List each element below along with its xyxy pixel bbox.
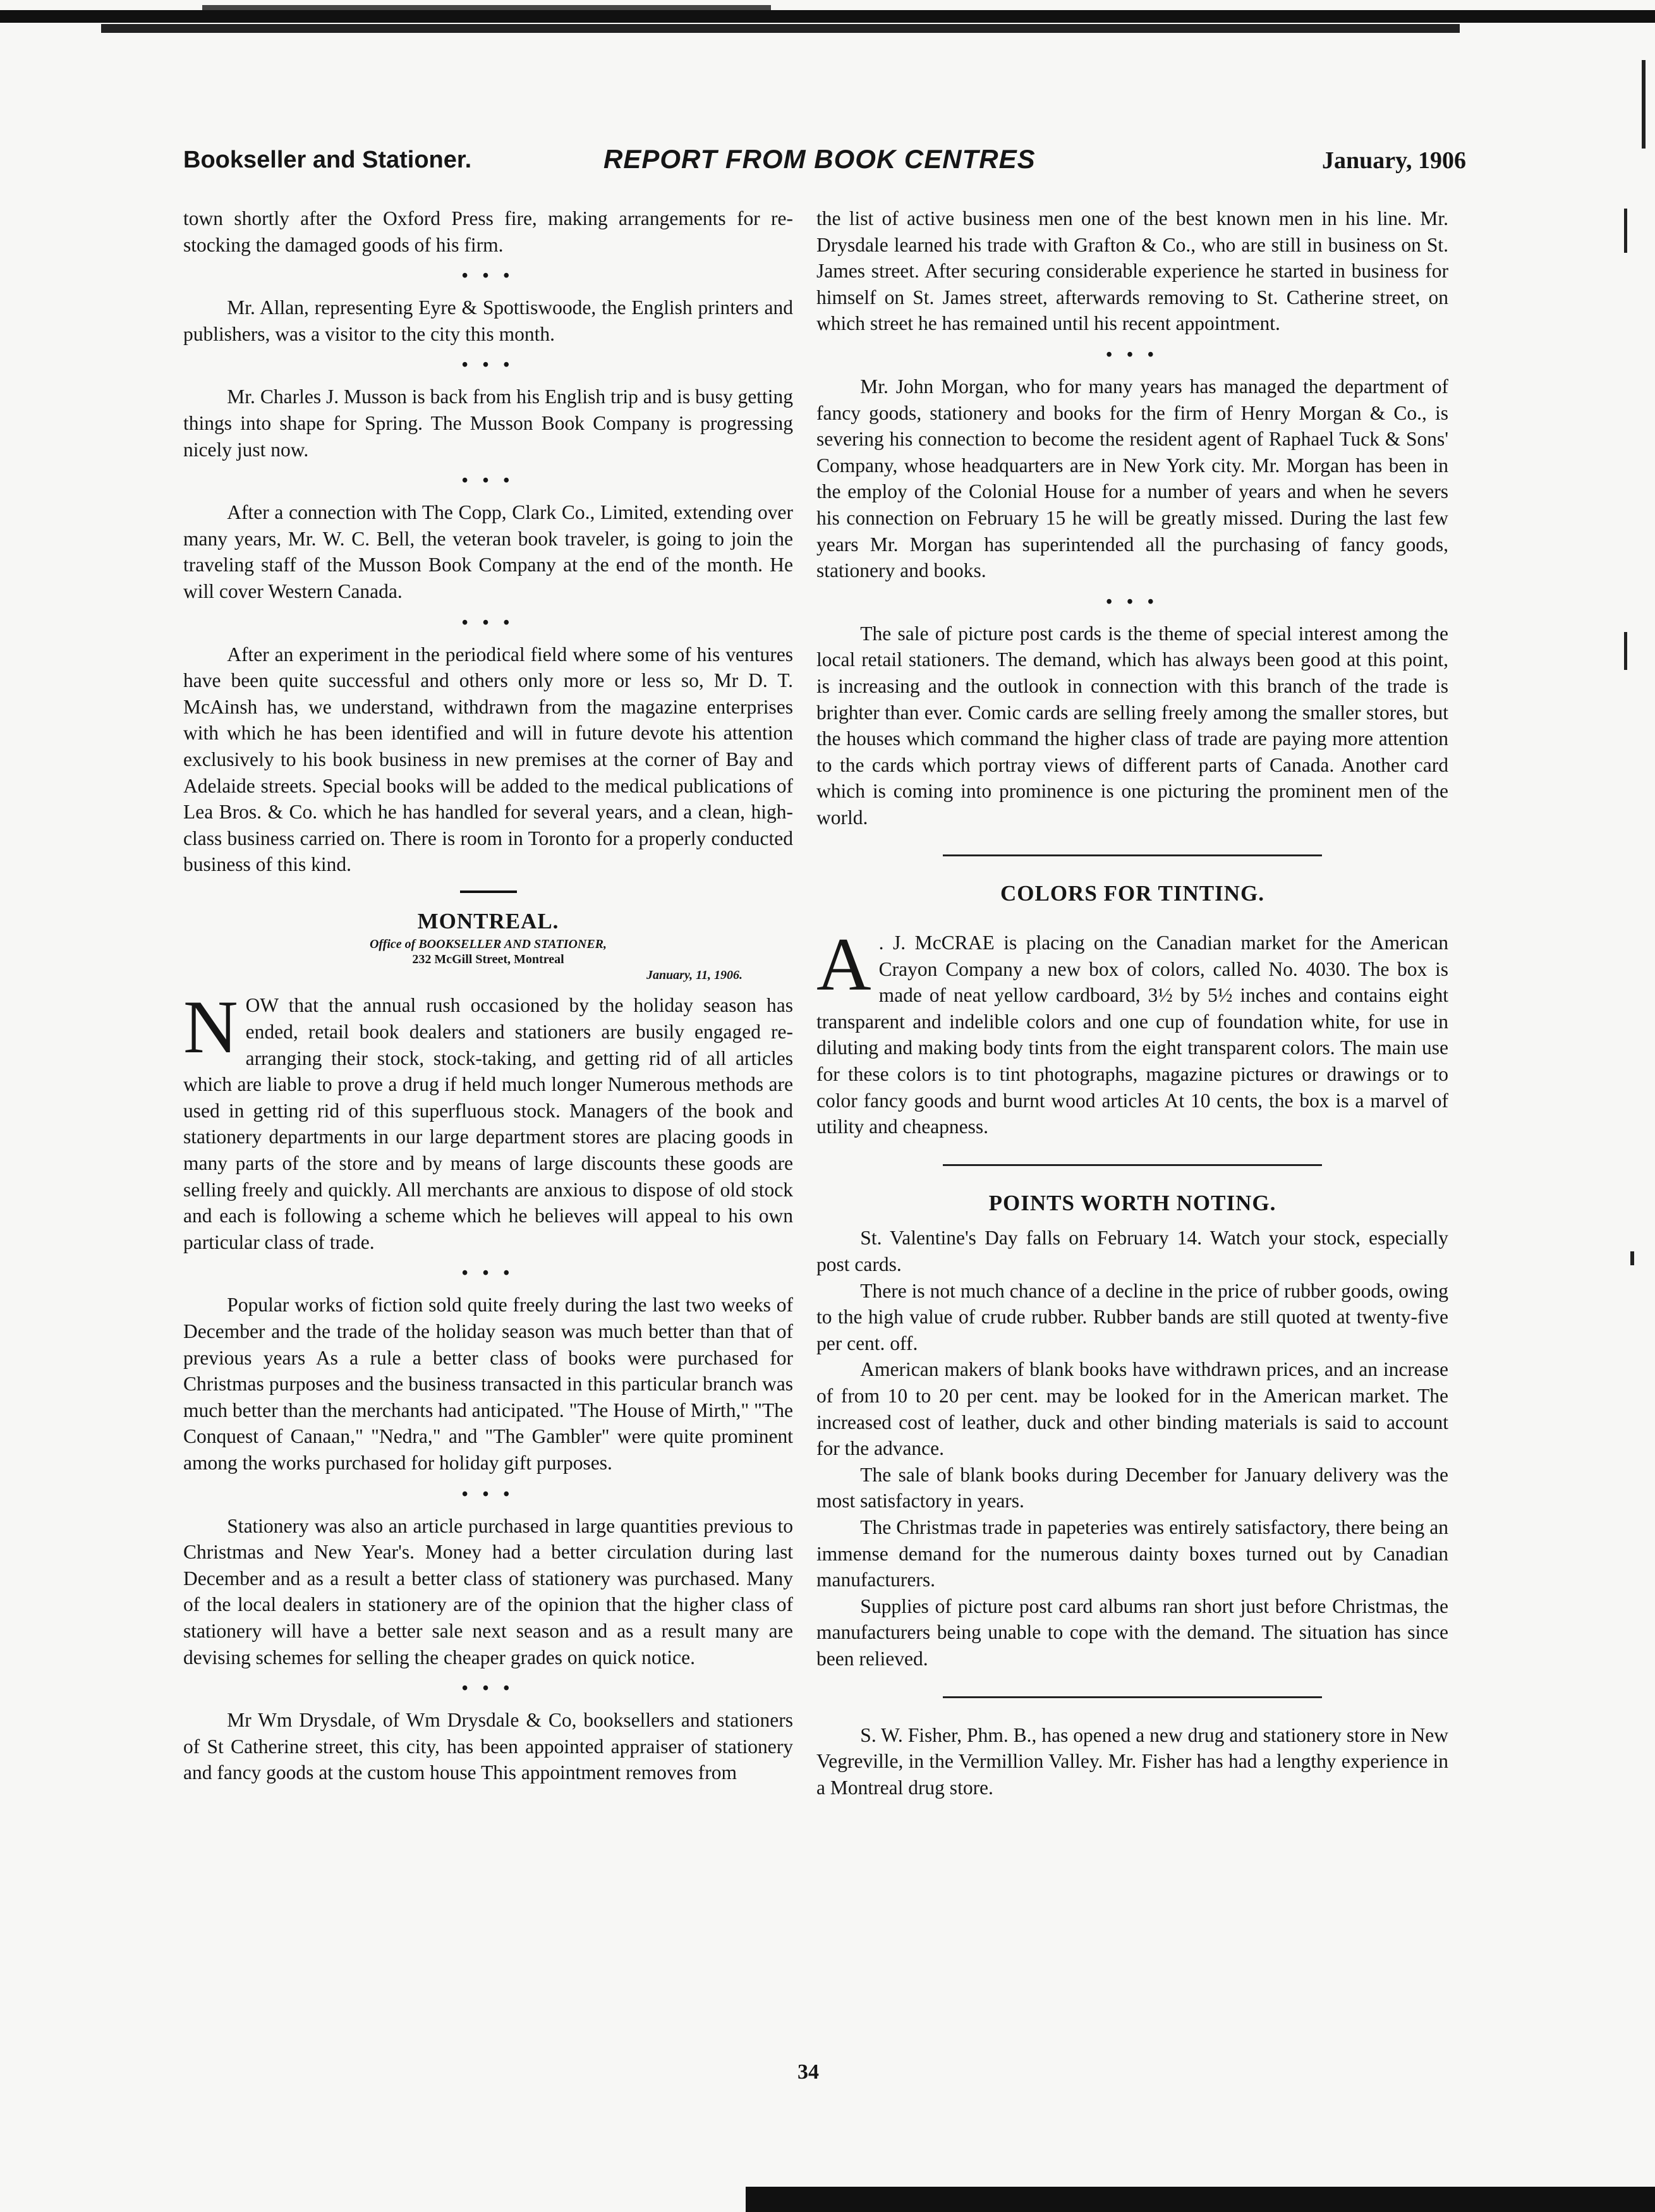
scan-edge-mark bbox=[1642, 60, 1646, 149]
separator-dots: • • • bbox=[461, 612, 515, 633]
article-paragraph: Stationery was also an article purchased in large quantities previous to Christmas and New Year's. Money had a better circulation during last December and as a result a better class of stationery was purchased. Many of the local dealers in stationery are of the opinion that the higher class of stationery will have a better sale next season and as a result many are devising schemes for selling the cheaper grades on quick notice. bbox=[183, 1514, 793, 1668]
left-column bbox=[183, 205, 793, 1786]
points-heading: POINTS WORTH NOTING. bbox=[988, 1190, 1276, 1215]
article-text: OW that the annual rush occasioned by the holiday season has ended, retail book dealers and stationers are busily engaged re-arranging their stock, stock-taking, and getting rid of all articles which are liable to prove a drug if held much longer Numerous methods are used in getting rid of this superfluous stock. Managers of the book and stationery departments in our large department stores are placing goods in many parts of the store and by means of large discounts these goods are selling freely and quickly. All merchants are anxious to dispose of old stock and each is following a scheme which he believes will appeal to his own particular class of trade. bbox=[183, 994, 793, 1253]
page-number: 34 bbox=[797, 2060, 819, 2084]
office-line: Office of BOOKSELLER AND STATIONER, bbox=[369, 937, 607, 952]
article-paragraph: After an experiment in the periodical field where some of his ventures have been quite successful and others only more or less so, Mr D. T. McAinsh has, we understand, withdrawn from the magazine enterprises with which he has been identified and will in future devote his attention exclusively to his book business in new premises at the corner of Bay and Adelaide streets. Special books will be added to the medical publications of Lea Bros. & Co. which he has handled for several years, and a clean, high-class business carried on. There is room in Toronto for a properly conducted business of this kind. bbox=[183, 643, 793, 876]
note-item: There is not much chance of a decline in the price of rubber goods, owing to the high value of crude rubber. Rubber bands are still quoted at twenty-five per cent. off. bbox=[816, 1279, 1448, 1354]
separator-dots: • • • bbox=[461, 1679, 515, 1699]
article-paragraph bbox=[816, 922, 1448, 1140]
separator-dots: • • • bbox=[1106, 592, 1159, 612]
scan-top-border bbox=[0, 5, 1655, 40]
section-divider bbox=[943, 1164, 1322, 1166]
article-paragraph: Popular works of fiction sold quite freely during the last two weeks of December and the trade of the holiday season was much better than that of previous years As a rule a better class of books were purchased for Christmas purposes and the business transacted in this particular branch was much better than the merchants had anticipated. "The House of Mirth," "The Conquest of Canaan," "Nedra," and "The Gambler" were quite prominent among the works purchased for holiday gift purposes. bbox=[183, 1294, 793, 1474]
separator-dots: • • • bbox=[461, 1484, 515, 1504]
separator-dots: • • • bbox=[461, 266, 515, 286]
colors-heading: COLORS FOR TINTING. bbox=[1000, 881, 1264, 906]
article-paragraph: Mr. John Morgan, who for many years has managed the department of fancy goods, stationery and books for the firm of Henry Morgan & Co., is severing his connection to become the resident agent of Raphael Tuck & Sons' Company, whose headquarters are in New York city. Mr. Morgan has been in the employ of the Colonial House for a number of years and when he severs his connection on February 15 he will be greatly missed. During the last few years Mr. Morgan has superintended all the purchasing of fancy goods, stationery and books. bbox=[816, 375, 1448, 582]
running-header bbox=[183, 144, 1466, 185]
article-paragraph bbox=[183, 985, 793, 1255]
article-paragraph: town shortly after the Oxford Press fire, making arrangements for re-stocking the damaged goods of his firm. bbox=[183, 207, 793, 256]
article-paragraph: Mr Wm Drysdale, of Wm Drysdale & Co, booksellers and stationers of St Catherine street, this city, has been appointed appraiser of stationery and fancy goods at the custom house This appointment removes from bbox=[183, 1709, 793, 1784]
montreal-heading: MONTREAL. bbox=[417, 908, 559, 933]
article-paragraph: After a connection with The Copp, Clark Co., Limited, extending over many years, Mr. W. C. Bell, the veteran book traveler, is going to join the traveling staff of the Musson Book Company at the end of the month. He will cover Western Canada. bbox=[183, 501, 793, 602]
article-paragraph: The sale of picture post cards is the theme of special interest among the local retail stationers. The demand, which has always been good at this point, is increasing and the outlook in connection with this branch of the trade is brighter than ever. Comic cards are selling freely among the smaller stores, but the houses which command the higher class of trade are paying more attention to the cards which portray views of different parts of Canada. Another card which is coming into prominence is one picturing the prominent men of the world. bbox=[816, 622, 1448, 829]
note-item: St. Valentine's Day falls on February 14. Watch your stock, especially post cards. bbox=[816, 1227, 1448, 1275]
separator-dots: • • • bbox=[1106, 344, 1159, 365]
section-divider bbox=[943, 854, 1322, 856]
article-paragraph: Mr. Charles J. Musson is back from his English trip and is busy getting things into shape for Spring. The Musson Book Company is progressing nicely just now. bbox=[183, 386, 793, 461]
scan-edge-mark bbox=[1630, 1251, 1634, 1265]
section-divider bbox=[460, 890, 517, 893]
note-item: The sale of blank books during December for January delivery was the most satisfactory in years. bbox=[816, 1463, 1448, 1512]
note-item: Supplies of picture post card albums ran short just before Christmas, the manufacturers being unable to cope with the demand. The situation has since been relieved. bbox=[816, 1595, 1448, 1670]
article-paragraph: the list of active business men one of the best known men in his line. Mr. Drysdale learned his trade with Grafton & Co., who are still in business on St. James street. After securing considerable experience he started in business for himself on St. James street, afterwards removing to St. Catherine street, on which street he has remained until his recent appointment. bbox=[816, 207, 1448, 335]
note-item: The Christmas trade in papeteries was entirely satisfactory, there being an immense demand for the numerous dainty boxes turned out by Canadian manufacturers. bbox=[816, 1516, 1448, 1591]
separator-dots: • • • bbox=[461, 355, 515, 375]
address-line: 232 McGill Street, Montreal bbox=[412, 952, 564, 967]
article-paragraph: Mr. Allan, representing Eyre & Spottiswoode, the English printers and publishers, was a visitor to the city this month. bbox=[183, 296, 793, 345]
right-column bbox=[816, 205, 1448, 1801]
article-paragraph: S. W. Fisher, Phm. B., has opened a new drug and stationery store in New Vegreville, in the Vermillion Valley. Mr. Fisher has had a lengthy experience in a Montreal drug store. bbox=[816, 1723, 1448, 1799]
scan-edge-mark bbox=[1624, 632, 1627, 670]
drop-cap: N bbox=[183, 985, 238, 1069]
separator-dots: • • • bbox=[461, 471, 515, 491]
scan-edge-mark bbox=[1624, 209, 1627, 253]
separator-dots: • • • bbox=[461, 1263, 515, 1284]
publication-name: Bookseller and Stationer. bbox=[183, 147, 472, 173]
scan-bottom-border bbox=[746, 2187, 1655, 2212]
dateline: January, 11, 1906. bbox=[646, 968, 743, 983]
section-divider bbox=[943, 1696, 1322, 1698]
note-item: American makers of blank books have withdrawn prices, and an increase of from 10 to 20 per cent. may be looked for in the American market. The increased cost of leather, duck and other binding materials is said to account for the advance. bbox=[816, 1358, 1448, 1460]
article-text: . J. McCRAE is placing on the Canadian market for the American Crayon Company a new box of colors, called No. 4030. The box is made of neat yellow cardboard, 3½ by 5½ inches and contains eight transparent and indelible colors and one cup of foundation white, for use in diluting and making body tints from the eight transparent colors. The main use for these colors is to tint photographs, magazine pictures or drawings or to color fancy goods and burnt wood articles At 10 cents, the box is a marvel of utility and cheapness. bbox=[816, 932, 1448, 1138]
section-title: REPORT FROM BOOK CENTRES bbox=[603, 144, 1036, 174]
issue-date: January, 1906 bbox=[1321, 147, 1466, 174]
drop-cap: A bbox=[816, 922, 871, 1007]
